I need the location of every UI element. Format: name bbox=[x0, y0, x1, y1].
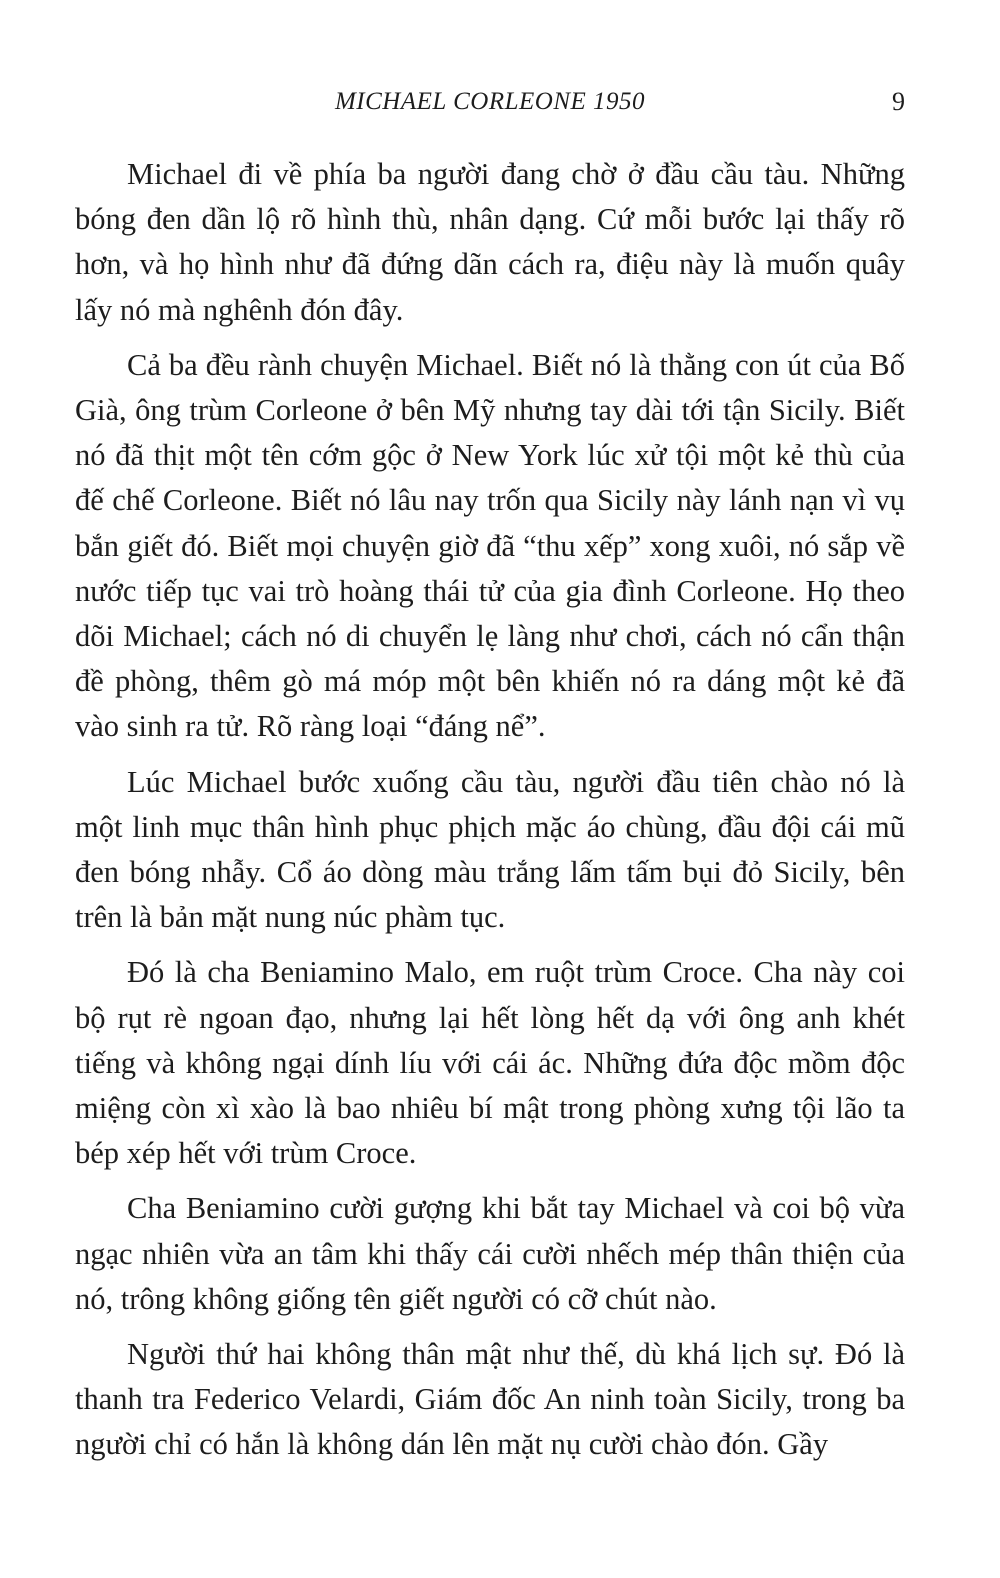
paragraph-6: Người thứ hai không thân mật như thế, dù khá lịch sự. Đó là thanh tra Federico Velardi, Giám đốc An ninh toàn Sicily, trong ba người chỉ có hắn là không dán lên mặt nụ cười chào đón. Gầy bbox=[75, 1337, 905, 1462]
running-title: MICHAEL CORLEONE 1950 bbox=[334, 88, 646, 115]
paragraph-4: Đó là cha Beniamino Malo, em ruột trùm Croce. Cha này coi bộ rụt rè ngoan đạo, nhưng lại hết lòng hết dạ với ông anh khét tiếng và không ngại dính líu với cái ác. Những đứa độc mồm độc miệng còn xì xào là bao nhiêu bí mật trong phòng xưng tội lão ta bép xép hết với trùm Croce. bbox=[75, 955, 905, 1171]
paragraph-1: Michael đi về phía ba người đang chờ ở đầu cầu tàu. Những bóng đen dần lộ rõ hình thù, nhân dạng. Cứ mỗi bước lại thấy rõ hơn, và họ hình như đã đứng dãn cách ra, điệu này là muốn quây lấy nó mà nghênh đón đây. bbox=[75, 157, 905, 327]
paragraph-5: Cha Beniamino cười gượng khi bắt tay Michael và coi bộ vừa ngạc nhiên vừa an tâm khi thấy cái cười nhếch mép thân thiện của nó, trông không giống tên giết người có cỡ chút nào. bbox=[75, 1191, 905, 1316]
paragraph-3: Lúc Michael bước xuống cầu tàu, người đầu tiên chào nó là một linh mục thân hình phục phịch mặc áo chùng, đầu đội cái mũ đen bóng nhẫy. Cổ áo dòng màu trắng lấm tấm bụi đỏ Sicily, bên trên là bản mặt nung núc phàm tục. bbox=[75, 764, 905, 935]
running-header bbox=[75, 84, 905, 120]
body-text bbox=[75, 152, 905, 1468]
paragraph-2: Cả ba đều rành chuyện Michael. Biết nó là thằng con út của Bố Già, ông trùm Corleone ở bên Mỹ nhưng tay dài tới tận Sicily. Biết nó đã thịt một tên cớm gộc ở New York lúc xử tội một kẻ thù của đế chế Corleone. Biết nó lâu nay trốn qua Sicily này lánh nạn vì vụ bắn giết đó. Biết mọi chuyện giờ đã “thu xếp” xong xuôi, nó sắp về nước tiếp tục vai trò hoàng thái tử của gia đình Corleone. Họ theo dõi Michael; cách nó di chuyển lẹ làng như chơi, cách nó cẩn thận đề phòng, thêm gò má móp một bên khiến nó ra dáng một kẻ đã vào sinh ra tử. Rõ ràng loại “đáng nể”. bbox=[75, 347, 905, 744]
page-number: 9 bbox=[892, 87, 905, 116]
